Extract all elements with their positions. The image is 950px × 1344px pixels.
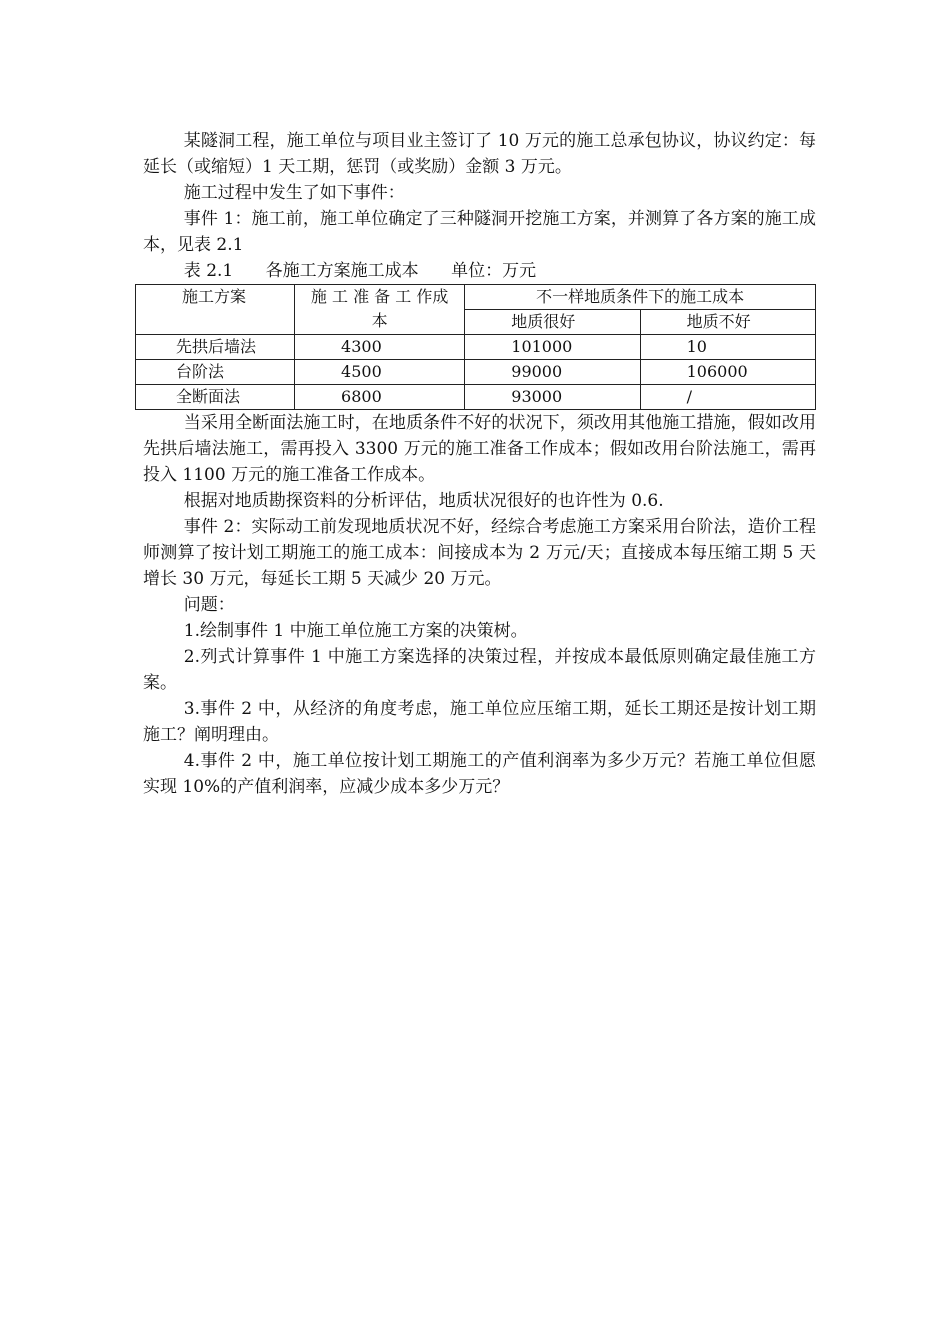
paragraph-probability: 根据对地质勘探资料的分析评估，地质状况很好的也许性为 0.6.: [183, 491, 664, 511]
paragraph-question-4: 4.事件 2 中，施工单位按计划工期施工的产值利润率为多少万元？若施工单位但愿实现 10%的产值利润率，应减少成本多少万元？: [143, 751, 816, 797]
cell-good: 93000: [465, 385, 640, 410]
paragraph-question-2: 2.列式计算事件 1 中施工方案选择的决策过程，并按成本最低原则确定最佳施工方案。: [143, 647, 816, 693]
cell-prep: 6800: [295, 385, 465, 410]
paragraph-intro: 某隧洞工程，施工单位与项目业主签订了 10 万元的施工总承包协议，协议约定：每延长（或缩短）1 天工期，惩罚（或奖励）金额 3 万元。: [143, 131, 816, 177]
paragraph-questions-title: 问题：: [183, 595, 235, 615]
paragraph-event-2: 事件 2：实际动工前发现地质状况不好，经综合考虑施工方案采用台阶法，造价工程师测算了按计划工期施工的施工成本：间接成本为 2 万元/天；直接成本每压缩工期 5 天增长 30 万元，每延长工期 5 天减少 20 万元。: [143, 517, 816, 589]
cost-table: [135, 284, 816, 410]
table-row: [136, 385, 816, 410]
header-geology-bad: 地质不好: [640, 310, 815, 335]
paragraph-event-1: 事件 1：施工前，施工单位确定了三种隧洞开挖施工方案，并测算了各方案的施工成本，见表 2.1: [143, 209, 816, 255]
header-geology-good: 地质很好: [465, 310, 640, 335]
cell-bad: 106000: [640, 360, 815, 385]
paragraph-full-face-note: 当采用全断面法施工时，在地质条件不好的状况下，须改用其他施工措施，假如改用先拱后墙法施工，需再投入 3300 万元的施工准备工作成本；假如改用台阶法施工，需再投入 1100 万元的施工准备工作成本。: [143, 413, 816, 485]
cell-good: 99000: [465, 360, 640, 385]
cell-good: 101000: [465, 335, 640, 360]
table-header-row: [136, 285, 816, 310]
cell-prep: 4300: [295, 335, 465, 360]
table-row: [136, 335, 816, 360]
header-geology-group: 不一样地质条件下的施工成本: [465, 285, 816, 310]
cell-plan: 全断面法: [136, 385, 295, 410]
header-plan: 施工方案: [136, 285, 295, 335]
header-prep-cost: 施 工 准 备 工 作成本: [295, 285, 465, 335]
cell-bad: /: [640, 385, 815, 410]
cell-plan: 先拱后墙法: [136, 335, 295, 360]
cell-bad: 10: [640, 335, 815, 360]
paragraph-question-1: 1.绘制事件 1 中施工单位施工方案的决策树。: [183, 621, 528, 641]
table-caption: 表 2.1 各施工方案施工成本 单位：万元: [183, 261, 537, 281]
paragraph-events-lead: 施工过程中发生了如下事件：: [183, 183, 405, 203]
cell-prep: 4500: [295, 360, 465, 385]
paragraph-question-3: 3.事件 2 中，从经济的角度考虑，施工单位应压缩工期，延长工期还是按计划工期施工？阐明理由。: [143, 699, 816, 745]
document-body: [143, 128, 816, 800]
table-row: [136, 360, 816, 385]
cell-plan: 台阶法: [136, 360, 295, 385]
